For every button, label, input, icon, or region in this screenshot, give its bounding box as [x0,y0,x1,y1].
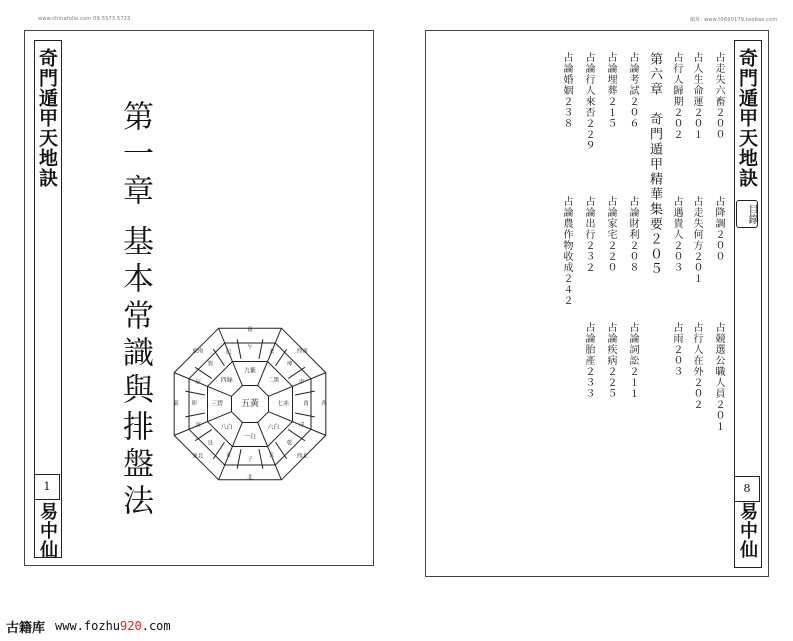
toc-entry: 占論胎產２３３ [583,322,594,399]
diagram-branch-label: 巽 [207,361,214,368]
toc-entry: 占走失何方２０１ [691,196,702,284]
diagram-direction-label: 西南 [296,348,308,355]
diagram-star-label: 八白 [220,423,233,431]
toc-entry: 占論婚姻２３８ [561,52,572,129]
diagram-branch-label: 坤 [286,361,293,368]
toc-entry: 占降調２００ [713,196,724,262]
diagram-branch-label: 寅 [195,422,202,429]
url-highlight: 920 [120,619,142,633]
diagram-star-label: 七赤 [276,400,290,408]
diagram-star-label: 一白 [243,433,257,441]
diagram-branch-label: 子 [247,457,253,463]
toc-entry: 占論財利２０８ [627,196,638,273]
diagram-branch-label: 乾 [286,440,293,447]
diagram-branch-label: 午 [247,345,253,351]
site-url[interactable] [55,619,171,633]
diagram-branch-label: 辰 [195,379,202,386]
diagram-star-label: 六白 [267,423,280,431]
diagram-branch-label: 丑 [225,452,232,459]
toc-entry: 占論農作物收成２４２ [561,196,572,306]
diagram-branch-label: 未 [268,349,275,356]
diagram-branch-label: 巳 [225,349,232,356]
diagram-star-label: 三碧 [210,400,224,408]
url-prefix: www.fozhu [55,619,121,633]
right-author: 易中仙 [737,502,758,559]
toc-entry: 占競選公職人員２０１ [713,322,724,432]
right-page-number: 8 [734,476,760,502]
diagram-direction-label: 北 [247,475,253,481]
chapter-six-entry: 第六章 奇門遁甲精華集要２０５ [647,52,662,277]
left-author: 易中仙 [37,502,58,559]
toc-entry: 占遇貴人２０３ [671,196,682,273]
diagram-direction-label: 東南 [192,348,204,355]
toc-entry: 占論行人來否２２９ [583,52,594,151]
diagram-branch-label: 亥 [268,452,275,459]
header-left-text: www.chinafolio.com 09.5573.5723 [38,16,131,22]
diagram-branch-label: 戌 [298,422,305,429]
diagram-branch-label: 艮 [207,440,214,447]
diagram-direction-label: 東 [173,401,179,407]
diagram-center-label: 五黃 [240,399,260,409]
diagram-direction-label: 西北 [296,453,308,460]
toc-entry: 占雨２０３ [671,322,682,377]
diagram-direction-label: 西 [321,401,327,407]
nine-palace-diagram [170,320,330,495]
toc-entry: 占走失六畜２００ [713,52,724,140]
diagram-star-label: 九紫 [243,367,257,375]
diagram-branch-label: 酉 [303,401,309,407]
toc-entry: 占行人歸期２０２ [671,52,682,140]
toc-entry: 占人生命運２０１ [691,52,702,140]
toc-entry: 占論考試２０６ [627,52,638,129]
diagram-direction-label: 東北 [192,453,204,460]
toc-entry: 占論埋葬２１５ [605,52,616,129]
catalog-label: 目錄 [736,200,758,228]
chapter-title: 基本常識與排盤法 [117,225,153,521]
left-page-number: 1 [34,474,60,500]
diagram-branch-label: 申 [298,379,305,386]
header-right-text: 網址: www.t0690179.taobao.com [690,17,778,23]
toc-entry: 占論疾病２２５ [605,322,616,399]
diagram-star-label: 四綠 [220,377,233,385]
right-book-title: 奇門遁甲天地訣 [736,48,758,188]
toc-entry: 占論詞訟２１１ [627,322,638,399]
toc-entry: 占論家宅２２０ [605,196,616,273]
diagram-branch-label: 卯 [191,401,197,407]
left-book-title: 奇門遁甲天地訣 [36,48,58,188]
diagram-star-label: 二黑 [267,377,280,385]
url-suffix: .com [141,619,171,633]
diagram-direction-label: 南 [247,327,253,333]
toc-entry: 占論出行２３２ [583,196,594,273]
site-logo: 古籍库 [6,621,46,636]
toc-entry: 占行人在外２０２ [691,322,702,410]
chapter-number: 第一章 [117,100,153,211]
